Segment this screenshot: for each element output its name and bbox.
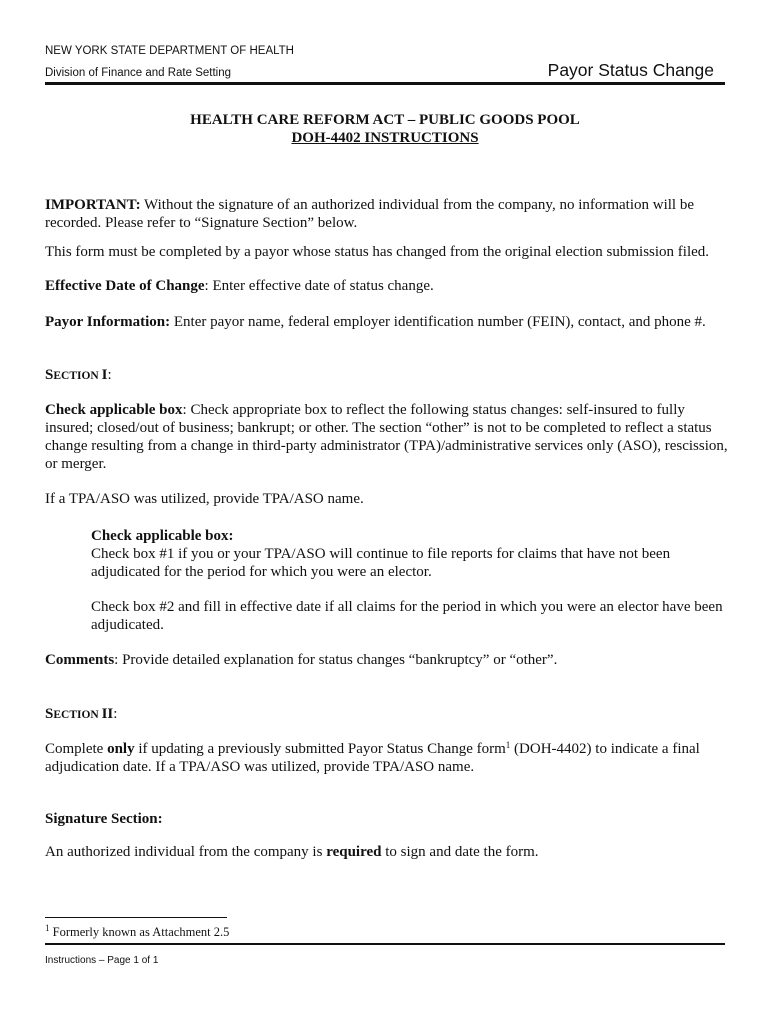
effective-date-text: : Enter effective date of status change. [204,278,434,294]
effective-date-paragraph [45,277,735,295]
check-box-subheading [91,527,731,545]
section-1-num: I [101,367,108,383]
footnote-text: Formerly known as Attachment 2.5 [49,925,230,939]
document-title: HEALTH CARE REFORM ACT – PUBLIC GOODS POOL [190,112,580,128]
form-name: Payor Status Change [547,60,714,80]
comments-label: Comments [45,652,115,668]
signature-paragraph [45,843,735,861]
footnote-divider [45,917,227,918]
section-2-small: ECTION [53,709,102,721]
section-2-cap: S [45,706,54,722]
box-1-paragraph: Check box #1 if you or your TPA/ASO will continue to file reports for claims that have not been adjudicated for the period for which you were an elector. [91,546,671,580]
document-subtitle: DOH-4402 INSTRUCTIONS [291,130,479,146]
division-name: Division of Finance and Rate Setting [45,67,232,79]
section-2-text-a: Complete [45,741,108,757]
comments-paragraph [45,651,735,669]
signature-text-b: to sign and date the form. [381,844,539,860]
required-emphasis: required [326,844,382,860]
page-number: Instructions – Page 1 of 1 [45,955,159,966]
effective-date-label: Effective Date of Change [45,278,205,294]
check-box-sublabel: Check applicable box: [91,528,234,544]
section-2-num: II [101,706,114,722]
footnote-ref: 1 [505,740,511,750]
footer-divider [45,943,725,945]
box-2-paragraph: Check box #2 and fill in effective date if all claims for the period in which you were an elector have been adjudicated. [91,599,723,633]
check-box-text: : Check appropriate box to reflect the following status changes: self-insured to fully insured; closed/out of business; bankrupt; or other. The section “other” is not to be completed to reflect a status change resulting from a change in third-party administrator (TPA)/administrative services only (ASO), rescission, or merger. [45,402,728,472]
important-text: Without the signature of an authorized individual from the company, no information will be recorded. Please refer to “Signature Section” below. [45,197,695,231]
payor-info-text: Enter payor name, federal employer identification number (FEIN), contact, and phone #. [170,314,706,330]
signature-heading-text: Signature Section: [45,811,163,827]
important-paragraph [45,196,735,232]
section-1-small: ECTION [53,370,102,382]
signature-text-a: An authorized individual from the company is [45,844,327,860]
section-2-text-b: if updating a previously submitted Payor Status Change form [134,741,506,757]
only-emphasis: only [107,741,135,757]
comments-text: : Provide detailed explanation for status changes “bankruptcy” or “other”. [114,652,558,668]
payor-info-paragraph [45,313,735,331]
footnote-number: 1 [45,923,50,933]
header-divider [45,82,725,85]
section-2-heading [45,705,735,724]
section-1-cap: S [45,367,54,383]
tpa-paragraph: If a TPA/ASO was utilized, provide TPA/ASO name. [45,491,364,507]
payor-info-label: Payor Information: [45,314,171,330]
section-2-paragraph [45,740,735,776]
section-2-colon: : [113,706,118,722]
check-box-paragraph [45,401,735,473]
section-2-text-c: (DOH-4402) to indicate a final adjudication date. If a TPA/ASO was utilized, provide TPA/ASO name. [45,741,700,775]
section-1-colon: : [107,367,112,383]
section-1-heading [45,366,735,385]
intro-paragraph: This form must be completed by a payor whose status has changed from the original election submission filed. [45,244,710,260]
signature-heading [45,810,735,828]
footnote [45,925,229,940]
important-label: IMPORTANT: [45,197,141,213]
check-box-label: Check applicable box [45,402,183,418]
agency-name: NEW YORK STATE DEPARTMENT OF HEALTH [45,45,294,57]
